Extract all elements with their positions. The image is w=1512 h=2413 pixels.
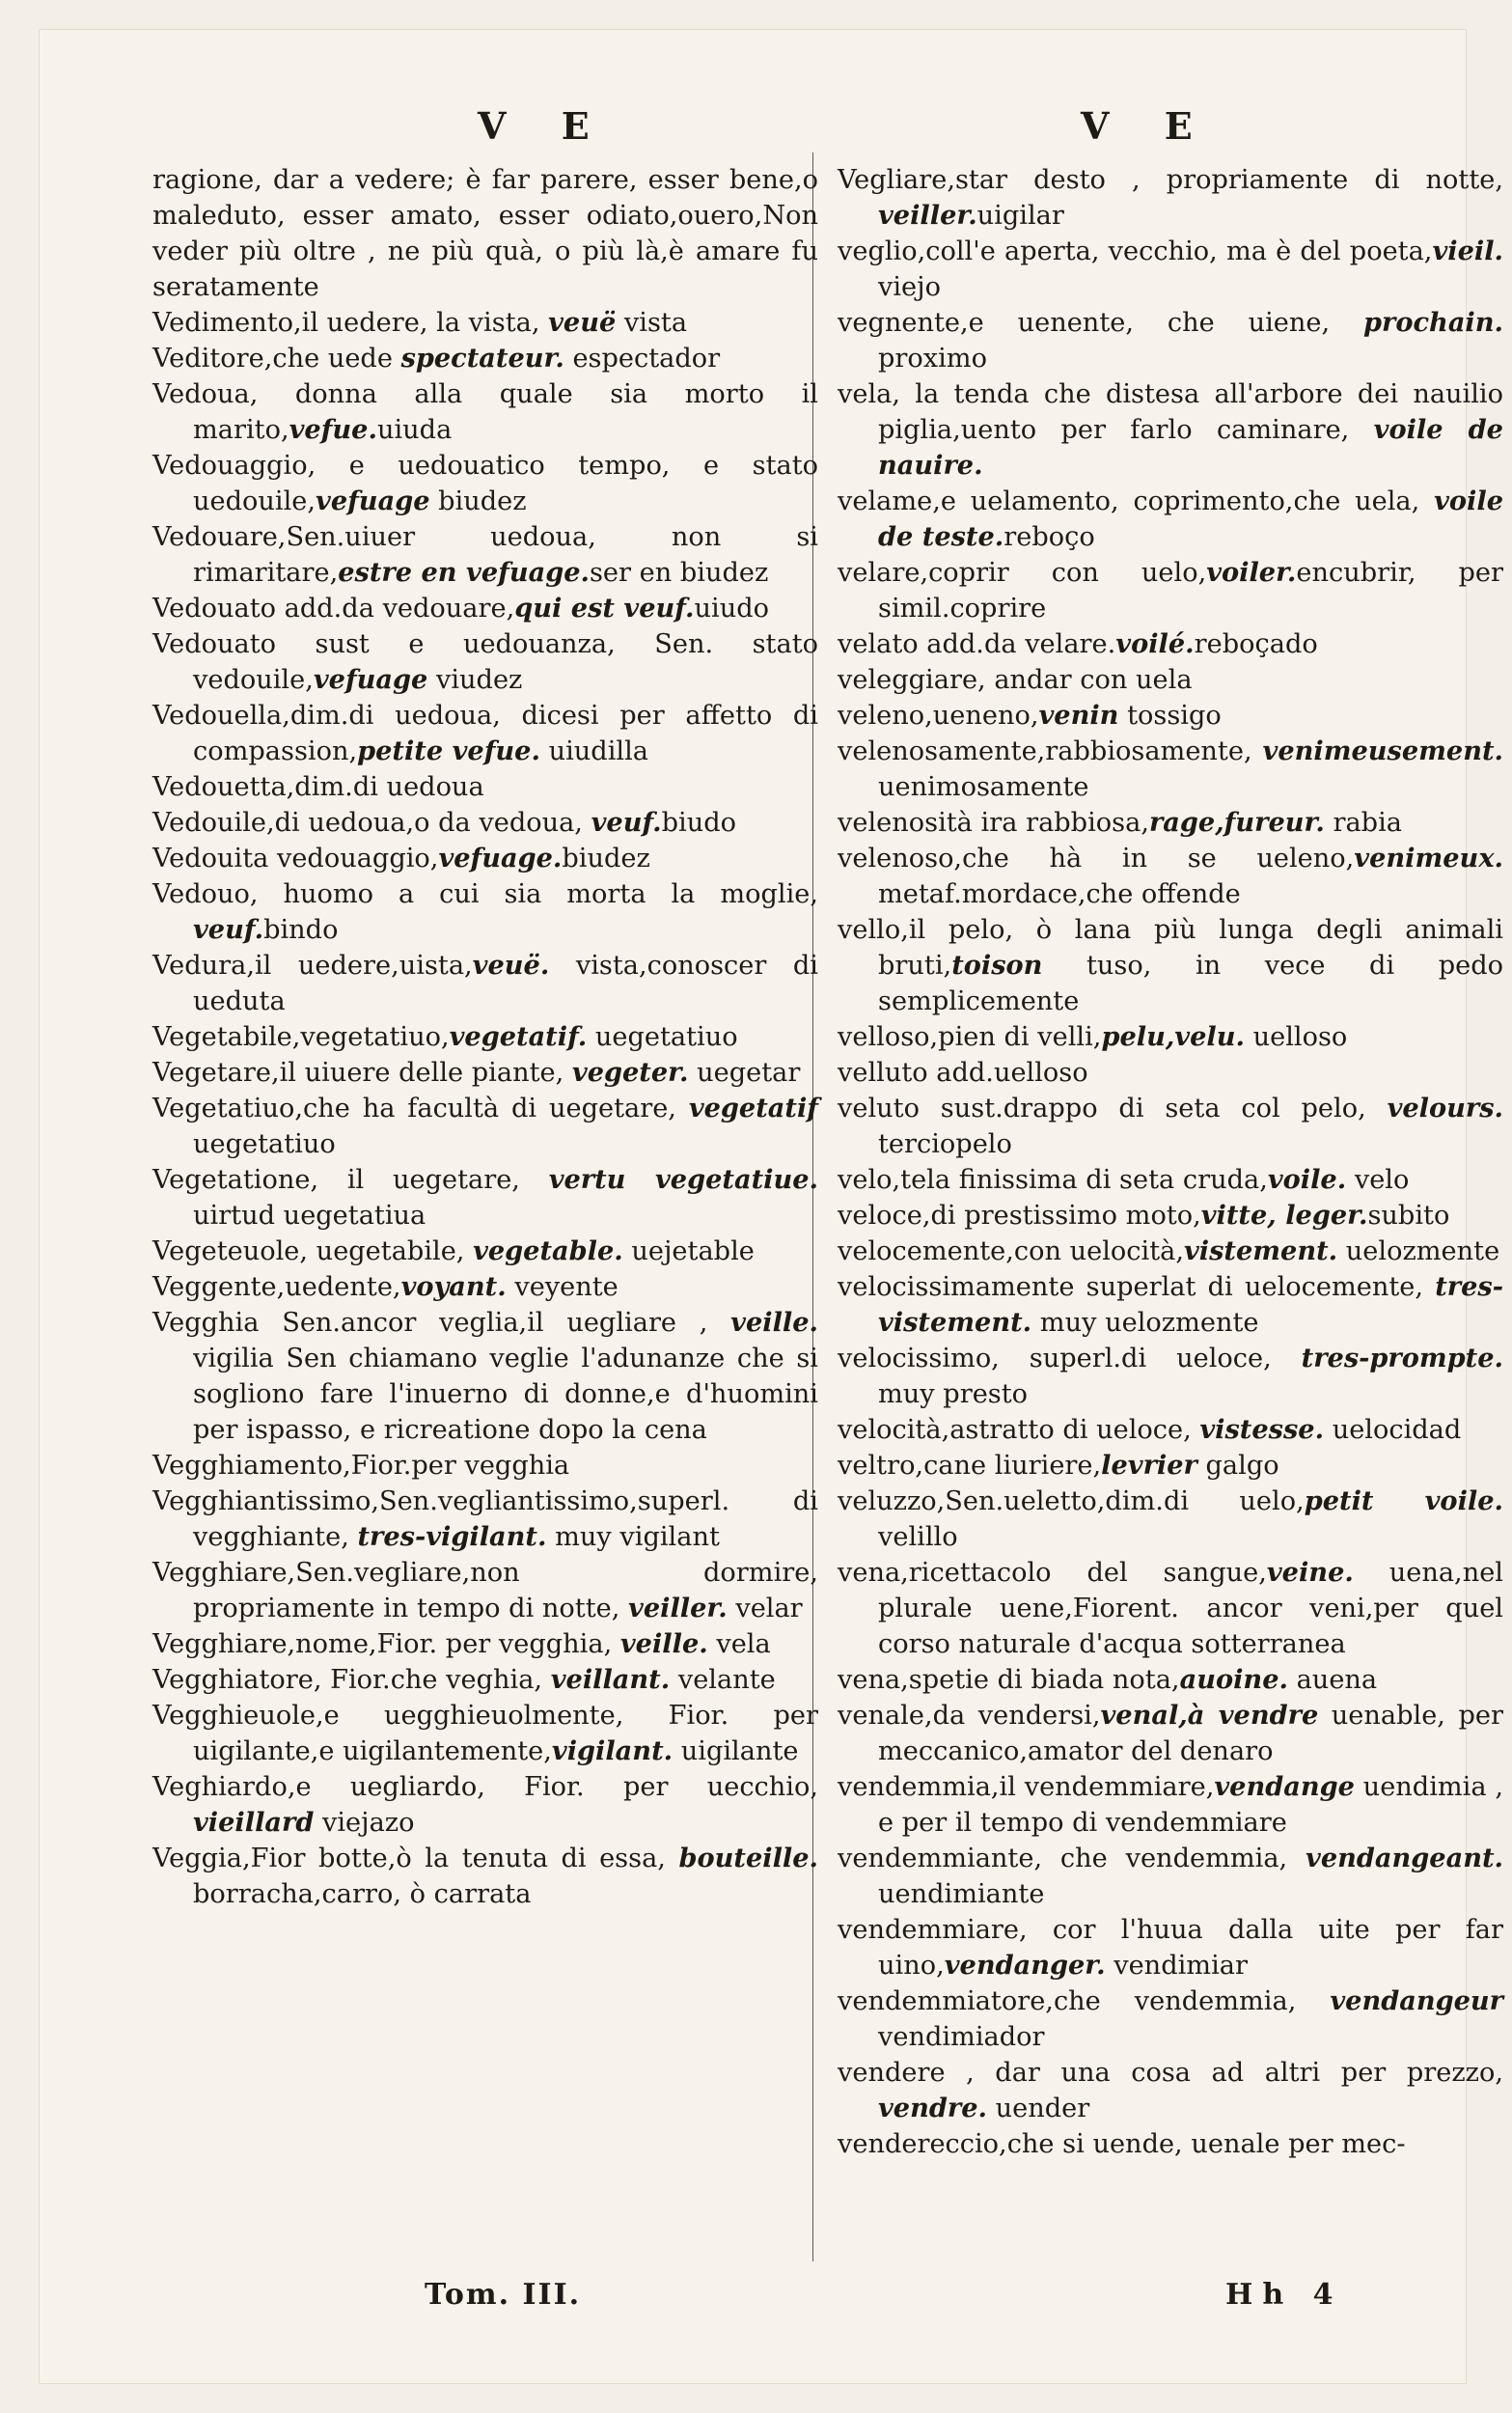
- entry-spanish: viudez: [427, 665, 523, 695]
- entry-french: veiller.: [878, 200, 977, 231]
- entry-french: vegetatif.: [449, 1021, 588, 1052]
- entry-spanish: uenimosamente: [878, 772, 1089, 802]
- entry-headword-definition: velato add.da velare.: [838, 629, 1116, 659]
- entry-spanish: borracha,carro, ò carrata: [193, 1879, 532, 1909]
- entry-french: venimeusement.: [1262, 735, 1503, 766]
- dictionary-entry: [838, 1091, 1503, 1162]
- dictionary-entry: [152, 1698, 818, 1769]
- entry-french: veille.: [730, 1307, 818, 1338]
- entry-french: toison: [951, 950, 1043, 981]
- entry-spanish: uegetar: [688, 1058, 801, 1088]
- entry-french: vendangeur: [1330, 1985, 1503, 2016]
- entry-spanish: muy vigilant: [546, 1522, 720, 1552]
- entry-headword-definition: velenosamente,rabbiosamente,: [838, 736, 1263, 766]
- dictionary-entry: [152, 1091, 818, 1162]
- entry-spanish: uigilante: [673, 1736, 799, 1766]
- entry-spanish: proximo: [878, 344, 987, 374]
- entry-headword-definition: vendemmia,il vendemmiare,: [838, 1772, 1215, 1802]
- entry-headword-definition: Vedouile,di uedoua,o da vedoua,: [152, 808, 591, 838]
- entry-french: veillant.: [550, 1664, 671, 1695]
- entry-french: voyant.: [400, 1271, 507, 1302]
- dictionary-entry: [152, 1234, 818, 1269]
- entry-headword-definition: velo,tela finissima di seta cruda,: [838, 1165, 1268, 1195]
- entry-headword-definition: Vegetabile,vegetatiuo,: [152, 1022, 450, 1052]
- entry-french: vieil.: [1432, 236, 1503, 266]
- dictionary-entry: [838, 662, 1503, 698]
- entry-headword-definition: Vedouella,dim.di uedoua, dicesi per affetto di compassion,: [152, 701, 818, 766]
- entry-spanish: ser en biudez: [589, 558, 769, 588]
- entry-headword-definition: velluto add.uelloso: [838, 1058, 1088, 1088]
- entry-spanish: uender: [986, 2094, 1090, 2123]
- dictionary-entry: [838, 305, 1503, 376]
- entry-spanish: biudez: [562, 844, 650, 874]
- entry-headword-definition: Veghiardo,e uegliardo, Fior. per uecchio,: [152, 1772, 818, 1802]
- dictionary-entry: [152, 1626, 818, 1662]
- dictionary-entry: [152, 1484, 818, 1555]
- entry-headword-definition: Vegliare,star desto , propriamente di notte,: [838, 165, 1503, 195]
- entry-french: vitte, leger.: [1200, 1200, 1368, 1231]
- entry-headword-definition: velocità,astratto di ueloce,: [838, 1415, 1200, 1445]
- entry-spanish: velo: [1346, 1165, 1410, 1195]
- entry-french: veuë: [548, 307, 617, 338]
- entry-spanish: reboçado: [1194, 629, 1318, 659]
- entry-french: petit voile.: [1304, 1485, 1503, 1516]
- entry-headword-definition: veloce,di prestissimo moto,: [838, 1201, 1201, 1231]
- entry-spanish: uelloso: [1244, 1022, 1348, 1052]
- dictionary-entry: [838, 484, 1503, 555]
- entry-french: veille.: [619, 1628, 708, 1659]
- dictionary-entry: [838, 1484, 1503, 1555]
- entry-spanish: biudo: [661, 808, 737, 838]
- entry-headword-definition: veluzzo,Sen.ueletto,dim.di uelo,: [838, 1486, 1305, 1516]
- entry-french: vegetatif: [688, 1093, 818, 1123]
- entry-headword-definition: Vedimento,il uedere, la vista,: [152, 308, 549, 338]
- entry-french: tres-vistement.: [878, 1271, 1503, 1338]
- page-header-right: V E: [1081, 104, 1214, 148]
- dictionary-entry: [838, 2126, 1503, 2162]
- entry-headword-definition: velloso,pien di velli,: [838, 1022, 1102, 1052]
- dictionary-entry: [838, 1983, 1503, 2055]
- entry-spanish: velante: [670, 1665, 776, 1695]
- dictionary-page: [39, 29, 1503, 2384]
- entry-headword-definition: Vegeteuole, uegetabile,: [152, 1236, 474, 1266]
- dictionary-entry: [152, 448, 818, 519]
- entry-french: voile de nauire.: [878, 414, 1503, 481]
- entry-headword-definition: vendereccio,che si uende, uenale per mec-: [838, 2129, 1406, 2159]
- dictionary-entry: [838, 1198, 1503, 1234]
- entry-french: vendanger.: [944, 1950, 1106, 1981]
- dictionary-entry: [152, 1269, 818, 1305]
- dictionary-entry: [152, 1841, 818, 1912]
- entry-spanish: auena: [1287, 1665, 1378, 1695]
- entry-spanish: velillo: [878, 1522, 958, 1552]
- entry-french: vendange: [1214, 1771, 1355, 1802]
- entry-spanish: uelocidad: [1324, 1415, 1462, 1445]
- entry-headword-definition: velenoso,che hà in se ueleno,: [838, 844, 1355, 874]
- entry-spanish: bindo: [263, 915, 339, 945]
- entry-headword-definition: vello,il pelo, ò lana più lunga degli animali bruti,: [838, 915, 1503, 981]
- entry-french: venin: [1038, 700, 1119, 731]
- entry-spanish: vela: [707, 1629, 771, 1659]
- entry-headword-definition: Vedouato add.da vedouare,: [152, 594, 515, 624]
- dictionary-entry: [838, 841, 1503, 912]
- entry-french: pelu,velu.: [1101, 1021, 1245, 1052]
- entry-headword-definition: Vegghiatore, Fior.che veghia,: [152, 1665, 551, 1695]
- dictionary-entry: [838, 1055, 1503, 1091]
- dictionary-entry: [152, 1769, 818, 1841]
- entry-spanish: metaf.mordace,che offende: [878, 879, 1241, 909]
- entry-french: vefuage.: [438, 843, 563, 874]
- entry-spanish: rabia: [1324, 808, 1402, 838]
- dictionary-entry: [838, 234, 1503, 305]
- entry-french: voiler.: [1206, 557, 1297, 588]
- entry-headword-definition: Vedouita vedouaggio,: [152, 844, 439, 874]
- dictionary-entry: [152, 305, 818, 341]
- entry-headword-definition: venale,da vendersi,: [838, 1701, 1101, 1731]
- footer-signature: Hh 4: [1225, 2278, 1343, 2312]
- entry-french: vistement.: [1183, 1235, 1338, 1266]
- dictionary-entry: [152, 591, 818, 626]
- entry-french: venimeux.: [1354, 843, 1503, 874]
- entry-french: veiller.: [628, 1593, 728, 1623]
- dictionary-entry: [152, 1305, 818, 1448]
- entry-spanish: vigilia Sen chiamano veglie l'adunanze che si sogliono fare l'inuerno di donne,e d'huomini per ispasso, e ricreatione dopo la cena: [193, 1344, 818, 1445]
- dictionary-entry: [838, 1162, 1503, 1198]
- dictionary-entry: [152, 162, 818, 305]
- dictionary-entry: [152, 1162, 818, 1234]
- entry-headword-definition: velenosità ira rabbiosa,: [838, 808, 1149, 838]
- dictionary-entry: [152, 876, 818, 948]
- entry-spanish: uiudilla: [539, 736, 649, 766]
- entry-spanish: velar: [727, 1594, 803, 1623]
- dictionary-entry: [152, 341, 818, 376]
- dictionary-entry: [152, 1555, 818, 1626]
- entry-headword-definition: veltro,cane liuriere,: [838, 1451, 1102, 1481]
- right-column: [838, 162, 1503, 2162]
- entry-headword-definition: velocissimamente superlat di uelocemente,: [838, 1272, 1436, 1302]
- entry-french: petite vefue.: [357, 735, 540, 766]
- dictionary-entry: [838, 1234, 1503, 1269]
- entry-headword-definition: Vegghieuole,e uegghieuolmente, Fior. per uigilante,e uigilantemente,: [152, 1701, 818, 1766]
- dictionary-entry: [152, 948, 818, 1019]
- entry-french: bouteille.: [678, 1843, 818, 1873]
- entry-headword-definition: Vedura,il uedere,uista,: [152, 951, 473, 981]
- entry-french: vefuage: [316, 485, 430, 516]
- entry-spanish: muy uelozmente: [1031, 1308, 1259, 1338]
- entry-headword-definition: Vedouaggio, e uedouatico tempo, e stato uedouile,: [152, 451, 818, 516]
- entry-headword-definition: veleggiare, andar con uela: [838, 665, 1193, 695]
- entry-headword-definition: vendemmiatore,che vendemmia,: [838, 1986, 1331, 2016]
- entry-french: tres-prompte.: [1301, 1343, 1503, 1373]
- dictionary-entry: [838, 1269, 1503, 1341]
- dictionary-entry: [152, 1448, 818, 1484]
- entry-spanish: vendimiar: [1105, 1951, 1248, 1981]
- dictionary-entry: [838, 626, 1503, 662]
- dictionary-entry: [838, 1841, 1503, 1912]
- dictionary-entry: [152, 841, 818, 876]
- entry-spanish: vista,conoscer di ueduta: [193, 951, 818, 1016]
- entry-spanish: uendimiante: [878, 1879, 1045, 1909]
- entry-spanish: uejetable: [622, 1236, 755, 1266]
- dictionary-entry: [152, 1019, 818, 1055]
- entry-headword-definition: veglio,coll'e aperta, vecchio, ma è del poeta,: [838, 236, 1433, 266]
- entry-headword-definition: veleno,ueneno,: [838, 701, 1039, 731]
- dictionary-entry: [152, 698, 818, 769]
- entry-headword-definition: Vegetare,il uiuere delle piante,: [152, 1058, 572, 1088]
- dictionary-entry: [152, 1662, 818, 1698]
- entry-headword-definition: ragione, dar a vedere; è far parere, esser bene,o maleduto, esser amato, esser odiato,ouero,Non veder più oltre , ne più quà, o più là,è amare fu seratamente: [152, 165, 818, 302]
- entry-spanish: tossigo: [1118, 701, 1222, 731]
- entry-spanish: veyente: [506, 1272, 619, 1302]
- entry-french: prochain.: [1363, 307, 1503, 338]
- entry-headword-definition: vela, la tenda che distesa all'arbore dei nauilio piglia,uento per farlo caminare,: [838, 379, 1503, 445]
- entry-spanish: uelozmente: [1337, 1236, 1500, 1266]
- entry-french: vefuage: [313, 664, 428, 695]
- entry-spanish: uiuda: [376, 415, 453, 445]
- entry-spanish: viejo: [878, 272, 941, 302]
- entry-spanish: subito: [1367, 1201, 1450, 1231]
- entry-headword-definition: Vegetatiuo,che ha facultà di uegetare,: [152, 1094, 689, 1123]
- entry-spanish: vendimiador: [878, 2022, 1045, 2052]
- entry-spanish: uiudo: [694, 594, 769, 624]
- entry-french: vegetable.: [473, 1235, 623, 1266]
- entry-french: vefue.: [289, 414, 377, 445]
- entry-headword-definition: velocemente,con uelocità,: [838, 1236, 1184, 1266]
- entry-spanish: viejazo: [314, 1808, 415, 1838]
- entry-french: vertu vegetatiue.: [548, 1164, 818, 1195]
- entry-headword-definition: velame,e uelamento, coprimento,che uela,: [838, 486, 1435, 516]
- entry-french: velours.: [1387, 1093, 1503, 1123]
- entry-headword-definition: vena,spetie di biada nota,: [838, 1665, 1180, 1695]
- left-column: [152, 162, 818, 1912]
- entry-french: rage,fureur.: [1148, 807, 1325, 838]
- entry-headword-definition: vegnente,e uenente, che uiene,: [838, 308, 1364, 338]
- dictionary-entry: [152, 1055, 818, 1091]
- entry-headword-definition: veluto sust.drappo di seta col pelo,: [838, 1094, 1388, 1123]
- entry-spanish: uegetatiuo: [193, 1129, 336, 1159]
- entry-french: veuf.: [591, 807, 662, 838]
- entry-french: estre en vefuage.: [338, 557, 590, 588]
- entry-headword-definition: Veggente,uedente,: [152, 1272, 401, 1302]
- entry-french: vendangeant.: [1306, 1843, 1503, 1873]
- entry-spanish: tuso, in vece di pedo semplicemente: [878, 951, 1503, 1016]
- dictionary-entry: [838, 1912, 1503, 1983]
- dictionary-entry: [838, 734, 1503, 805]
- entry-spanish: vista: [616, 308, 688, 338]
- entry-spanish: uendimia , e per il tempo di vendemmiare: [878, 1772, 1503, 1838]
- entry-headword-definition: Vegghiare,nome,Fior. per vegghia,: [152, 1629, 620, 1659]
- entry-headword-definition: Veditore,che uede: [152, 344, 401, 374]
- entry-french: veuë.: [472, 950, 550, 981]
- dictionary-entry: [838, 1448, 1503, 1484]
- entry-spanish: uegetatiuo: [587, 1022, 738, 1052]
- dictionary-entry: [152, 626, 818, 698]
- entry-headword-definition: Vedoua, donna alla quale sia morto il marito,: [152, 379, 818, 445]
- entry-spanish: biudez: [429, 486, 527, 516]
- entry-french: veine.: [1266, 1557, 1354, 1588]
- entry-french: venal,à vendre: [1100, 1700, 1319, 1731]
- entry-headword-definition: Vegghiamento,Fior.per vegghia: [152, 1451, 570, 1481]
- dictionary-entry: [152, 519, 818, 591]
- footer-volume: Tom. III.: [425, 2278, 582, 2312]
- entry-headword-definition: vendere , dar una cosa ad altri per prezzo,: [838, 2058, 1503, 2088]
- entry-french: voilé.: [1115, 628, 1195, 659]
- entry-spanish: reboço: [1003, 522, 1095, 552]
- entry-french: levrier: [1101, 1450, 1197, 1481]
- entry-spanish: terciopelo: [878, 1129, 1012, 1159]
- entry-french: vigilant.: [551, 1735, 674, 1766]
- dictionary-entry: [152, 769, 818, 805]
- entry-spanish: muy presto: [878, 1379, 1029, 1409]
- dictionary-entry: [152, 805, 818, 841]
- entry-headword-definition: Vedouo, huomo a cui sia morta la moglie,: [152, 879, 818, 909]
- entry-spanish: uena,nel plurale uene,Fiorent. ancor veni,per quel corso naturale d'acqua sotterranea: [878, 1558, 1503, 1659]
- entry-french: qui est veuf.: [514, 593, 695, 624]
- entry-spanish: espectador: [564, 344, 721, 374]
- entry-headword-definition: Vegghia Sen.ancor veglia,il uegliare ,: [152, 1308, 731, 1338]
- entry-french: voile de teste.: [878, 485, 1503, 552]
- entry-headword-definition: Vedouato sust e uedouanza, Sen. stato vedouile,: [152, 629, 818, 695]
- dictionary-entry: [838, 1019, 1503, 1055]
- entry-headword-definition: Vedouare,Sen.uiuer uedoua, non si rimaritare,: [152, 522, 818, 588]
- entry-french: veuf.: [193, 914, 264, 945]
- entry-spanish: uenable, per meccanico,amator del denaro: [878, 1701, 1503, 1766]
- entry-french: vistesse.: [1199, 1414, 1325, 1445]
- entry-spanish: galgo: [1196, 1451, 1279, 1481]
- entry-spanish: uigilar: [976, 201, 1064, 231]
- entry-french: spectateur.: [400, 343, 564, 374]
- dictionary-entry: [838, 912, 1503, 1019]
- dictionary-entry: [838, 1341, 1503, 1412]
- entry-headword-definition: vendemmiante, che vendemmia,: [838, 1844, 1306, 1873]
- dictionary-entry: [838, 2055, 1503, 2126]
- entry-french: vendre.: [878, 2093, 987, 2123]
- entry-headword-definition: Vegghiantissimo,Sen.vegliantissimo,superl. di vegghiante,: [152, 1486, 818, 1552]
- entry-french: vieillard: [193, 1807, 315, 1838]
- dictionary-entry: [838, 555, 1503, 626]
- entry-spanish: encubrir, per simil.coprire: [878, 558, 1503, 624]
- dictionary-entry: [838, 376, 1503, 484]
- entry-spanish: uirtud uegetatiua: [193, 1201, 426, 1231]
- entry-headword-definition: vena,ricettacolo del sangue,: [838, 1558, 1267, 1588]
- entry-headword-definition: vendemmiare, cor l'huua dalla uite per far uino,: [838, 1915, 1503, 1981]
- dictionary-entry: [152, 376, 818, 448]
- entry-french: tres-vigilant.: [357, 1521, 547, 1552]
- page-header-left: V E: [478, 104, 611, 148]
- dictionary-entry: [838, 1769, 1503, 1841]
- dictionary-entry: [838, 805, 1503, 841]
- entry-headword-definition: velocissimo, superl.di ueloce,: [838, 1344, 1302, 1373]
- entry-headword-definition: velare,coprir con uelo,: [838, 558, 1207, 588]
- dictionary-entry: [838, 1698, 1503, 1769]
- dictionary-entry: [838, 1412, 1503, 1448]
- entry-headword-definition: Veggia,Fior botte,ò la tenuta di essa,: [152, 1844, 679, 1873]
- entry-headword-definition: Vegghiare,Sen.vegliare,non dormire, propriamente in tempo di notte,: [152, 1558, 818, 1623]
- entry-headword-definition: Vegetatione, il uegetare,: [152, 1165, 549, 1195]
- entry-french: auoine.: [1179, 1664, 1288, 1695]
- entry-french: vegeter.: [571, 1057, 689, 1088]
- dictionary-entry: [838, 698, 1503, 734]
- entry-french: voile.: [1267, 1164, 1347, 1195]
- dictionary-entry: [838, 1662, 1503, 1698]
- entry-headword-definition: Vedouetta,dim.di uedoua: [152, 772, 484, 802]
- dictionary-entry: [838, 162, 1503, 234]
- dictionary-entry: [838, 1555, 1503, 1662]
